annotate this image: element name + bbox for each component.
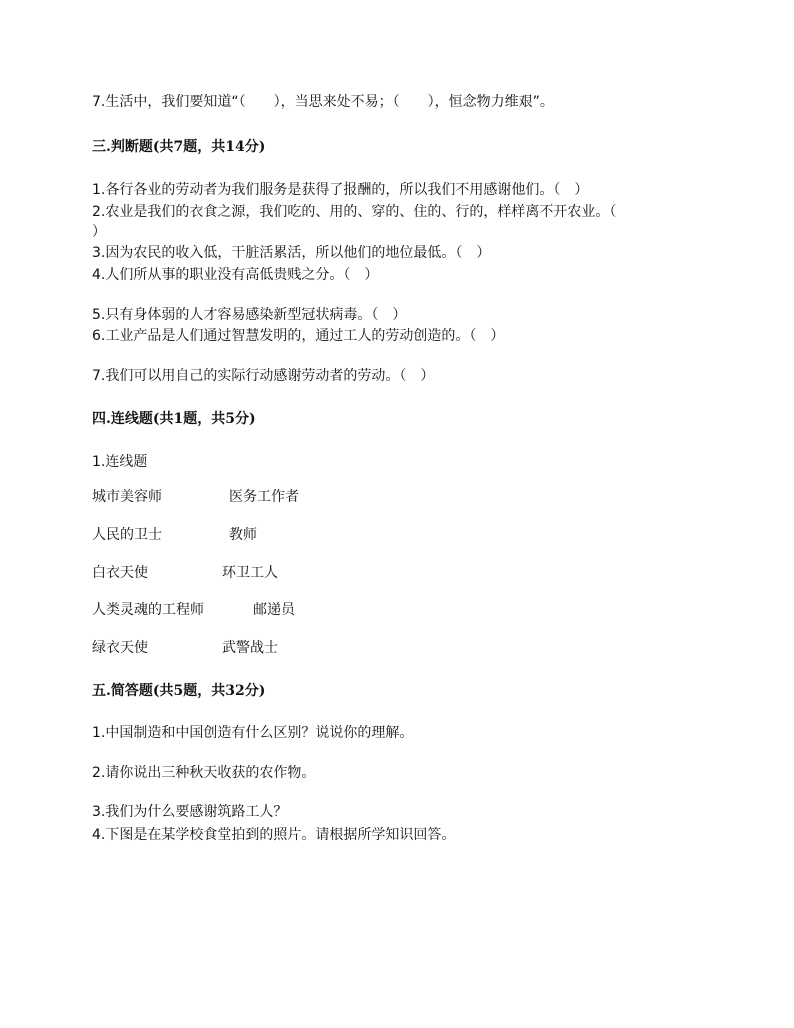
question-3-5: 5.只有身体弱的人才容易感染新型冠状病毒。（ ） (92, 307, 407, 323)
question-3-3: 3.因为农民的收入低，干脏活累活，所以他们的地位最低。（ ） (92, 245, 491, 261)
question-3-7: 7.我们可以用自己的实际行动感谢劳动者的劳动。（ ） (92, 368, 435, 384)
question-5-2: 2.请你说出三种秋天收获的农作物。 (92, 765, 316, 781)
match-right-item: 环卫工人 (222, 565, 278, 581)
question-5-1: 1.中国制造和中国创造有什么区别？说说你的理解。 (92, 725, 414, 741)
question-2-7: 7.生活中，我们要知道“（ ），当思来处不易；（ ），恒念物力维艰”。 (92, 94, 554, 110)
match-left-item: 白衣天使 (92, 565, 148, 581)
question-5-4: 4.下图是在某学校食堂拍到的照片。请根据所学知识回答。 (92, 827, 456, 843)
match-left-item: 城市美容师 (92, 489, 162, 505)
match-right-item: 邮递员 (253, 602, 295, 618)
match-right-item: 武警战士 (222, 640, 278, 656)
question-4-1: 1.连线题 (92, 454, 148, 470)
question-5-3: 3.我们为什么要感谢筑路工人？ (92, 804, 288, 820)
question-3-6: 6.工业产品是人们通过智慧发明的，通过工人的劳动创造的。（ ） (92, 328, 505, 344)
match-left-item: 人类灵魂的工程师 (92, 602, 204, 618)
match-left-item: 绿衣天使 (92, 640, 148, 656)
section-3-heading: 三.判断题(共7题，共14分) (92, 139, 266, 155)
question-3-4: 4.人们所从事的职业没有高低贵贱之分。（ ） (92, 267, 379, 283)
question-3-2-line1: 2.农业是我们的衣食之源，我们吃的、用的、穿的、住的、行的，样样离不开农业。（ (92, 204, 617, 220)
section-5-heading: 五.简答题(共5题，共32分) (92, 683, 266, 699)
question-3-1: 1.各行各业的劳动者为我们服务是获得了报酬的，所以我们不用感谢他们。（ ） (92, 182, 589, 198)
match-right-item: 医务工作者 (229, 489, 299, 505)
section-4-heading: 四.连线题(共1题，共5分) (92, 411, 256, 427)
match-right-item: 教师 (229, 527, 257, 543)
match-left-item: 人民的卫士 (92, 527, 162, 543)
question-3-2-line2: ） (92, 224, 106, 240)
